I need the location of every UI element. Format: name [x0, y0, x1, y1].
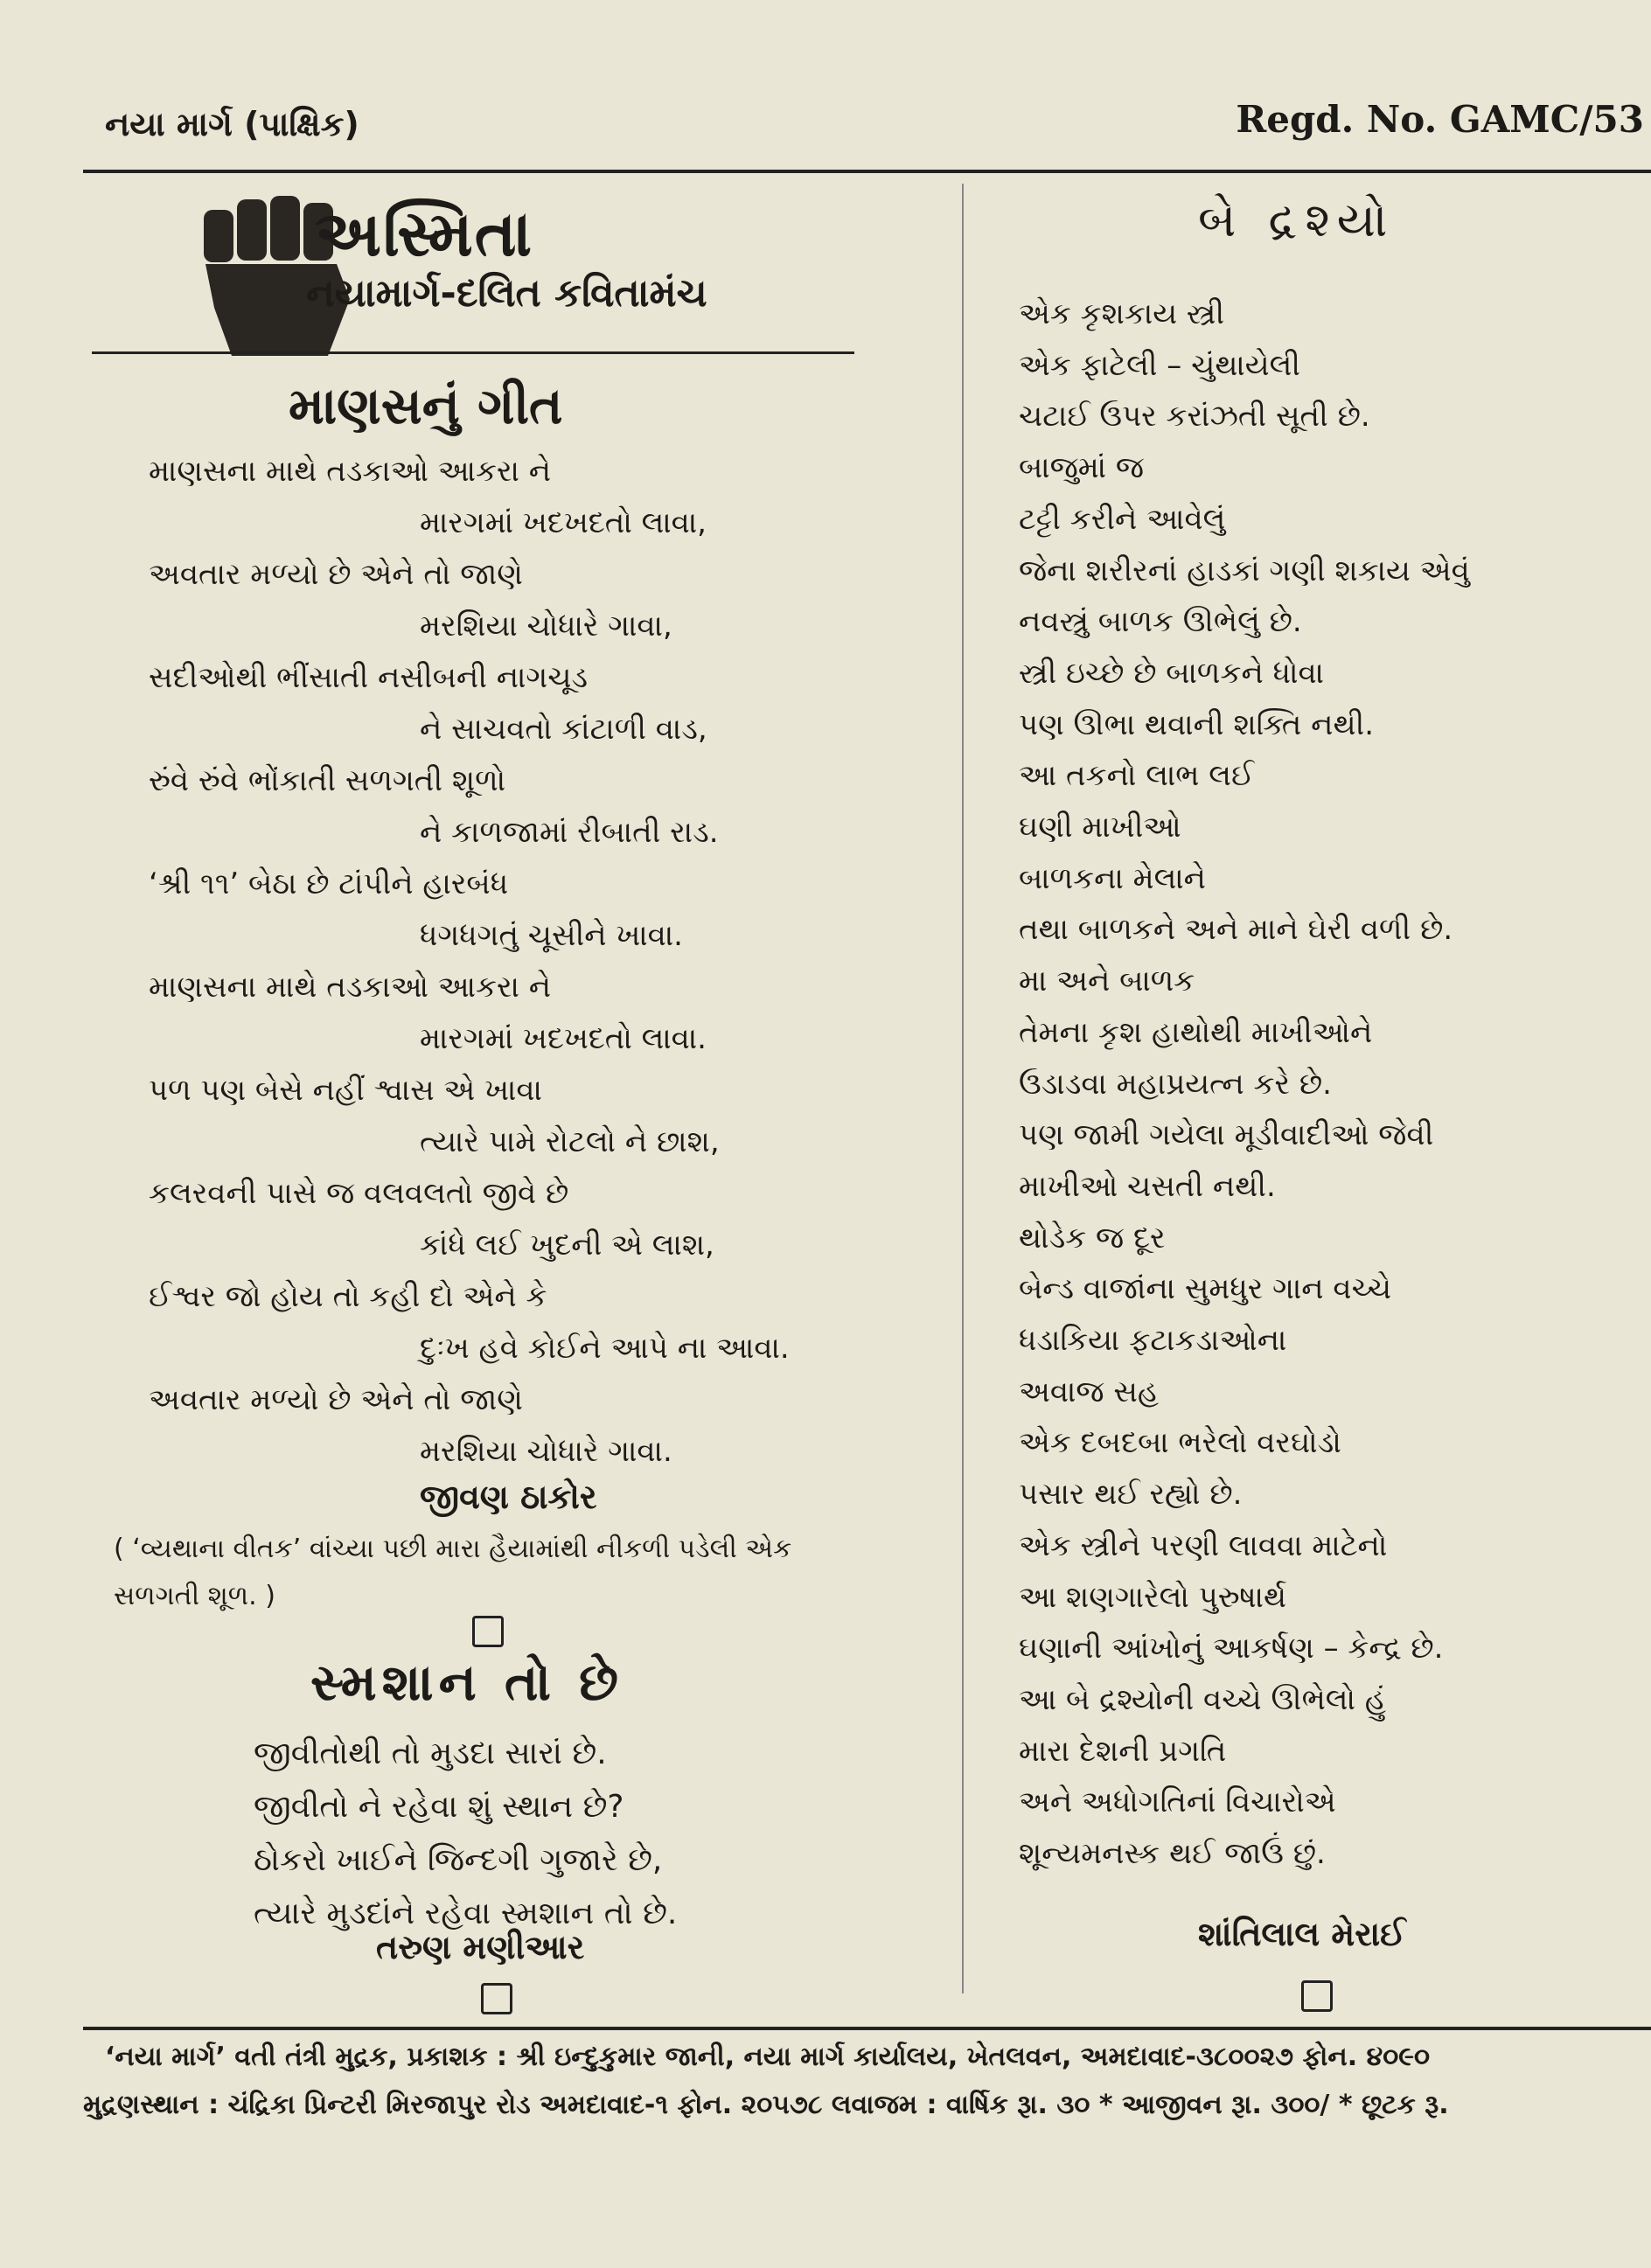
poem-line: માણસના માથે તડકાઓ આકરા ને	[149, 970, 552, 1005]
poem-line: રુંવે રુંવે ભોંકાતી સળગતી શૂળો	[149, 763, 506, 798]
poem-author: જીવણ ઠાકોર	[420, 1478, 597, 1516]
poem-line: ત્યારે મુડદાંને રહેવા સ્મશાન તો છે.	[254, 1896, 678, 1931]
poem-line: મરશિયા ચોધારે ગાવા.	[420, 1434, 672, 1469]
poem-line: બાજુમાં જ	[1019, 450, 1145, 486]
poem-line: નવસ્ત્રું બાળક ઊભેલું છે.	[1019, 604, 1302, 640]
poem-line: ‘શ્રી ૧૧’ બેઠા છે ટાંપીને હારબંધ	[149, 866, 509, 901]
bottom-rule	[83, 2027, 1651, 2030]
poem-line: ધગધગતું ચૂસીને ખાવા.	[420, 918, 683, 953]
poem-note: ( ‘વ્યથાના વીતક’ વાંચ્યા પછી મારા હૈયામાંથી નીકળી પડેલી એક સળગતી શૂળ. )	[114, 1534, 792, 1611]
poem-line: આ શણગારેલો પુરુષાર્થ	[1019, 1579, 1287, 1615]
poem-line: મારા દેશની પ્રગતિ	[1019, 1733, 1227, 1769]
poem-line: પણ જામી ગયેલા મૂડીવાદીઓ જેવી	[1019, 1117, 1434, 1153]
poem-line: ટટ્ટી કરીને આવેલું	[1019, 501, 1226, 537]
poem-line: બાળકના મેલાને	[1019, 860, 1206, 896]
poem-line: ત્યારે પામે રોટલો ને છાશ,	[420, 1124, 720, 1159]
poem-line: અવતાર મળ્યો છે એને તો જાણે	[149, 1382, 523, 1417]
poem-line: પળ પણ બેસે નહીં શ્વાસ એ ખાવા	[149, 1073, 542, 1108]
poem-line: તથા બાળકને અને માને ઘેરી વળી છે.	[1019, 912, 1453, 948]
poem-line: આ બે દ્રશ્યોની વચ્ચે ઊભેલો હું	[1019, 1681, 1386, 1717]
poem-line: પણ ઊભા થવાની શક્તિ નથી.	[1019, 706, 1375, 742]
poem-line: અવાજ સહ	[1019, 1374, 1160, 1409]
poem-line: એક સ્ત્રીને પરણી લાવવા માટેનો	[1019, 1527, 1388, 1563]
registration-number: Regd. No. GAMC/53	[1236, 98, 1644, 141]
logo-title: અસ્મિતા	[315, 197, 534, 270]
logo-subtitle: નયામાર્ગ-દલિત કવિતામંચ	[306, 271, 707, 316]
poem-line: પસાર થઈ રહ્યો છે.	[1019, 1477, 1243, 1513]
poem-line: અને અધોગતિનાં વિચારોએ	[1019, 1784, 1336, 1820]
poem-line: ઉડાડવા મહાપ્રયત્ન કરે છે.	[1019, 1066, 1332, 1102]
poem-line: મરશિયા ચોધારે ગાવા,	[420, 609, 672, 644]
poem-line: માખીઓ ચસતી નથી.	[1019, 1168, 1276, 1204]
poem-title: સ્મશાન તો છે	[310, 1652, 623, 1712]
poem-line: એક દબદબા ભરેલો વરઘોડો	[1019, 1425, 1341, 1461]
publisher-line: ‘નયા માર્ગ’ વતી તંત્રી મુદ્રક, પ્રકાશક : શ્રી ઇન્દુકુમાર જાની, નયા માર્ગ કાર્યાલય, ખેતલવન, અમદાવાદ-૩૮૦૦૨૭ ફોન. ૪૦૯૦	[105, 2042, 1431, 2072]
poem-title: બે દ્રશ્યો	[1198, 192, 1397, 247]
poem-body	[149, 446, 790, 1478]
poem-author: તરુણ મણીઆર	[376, 1928, 585, 1966]
printer-line: મુદ્રણસ્થાન : ચંદ્રિકા પ્રિન્ટરી મિરજાપુર રોડ અમદાવાદ-૧ ફોન. ૨૦૫૭૮ લવાજમ : વાર્ષિક રૂા. ૩૦ * આજીવન રૂા. ૩૦૦/ * છૂટક રૂ.	[83, 2090, 1449, 2120]
poem-line: દુઃખ હવે કોઈને આપે ના આવા.	[420, 1331, 790, 1366]
section-rule	[92, 351, 854, 354]
poem-line: જીવીતોથી તો મુડદા સારાં છે.	[254, 1736, 607, 1771]
poem-line: મારગમાં ખદખદતો લાવા.	[420, 1021, 707, 1056]
poem-line: તેમના કૃશ હાથોથી માખીઓને	[1019, 1014, 1373, 1050]
poem-line: ઘણી માખીઓ	[1019, 810, 1181, 845]
poem-line: થોડેક જ દૂર	[1019, 1220, 1166, 1256]
poem-line: સદીઓથી ભીંસાતી નસીબની નાગચૂડ	[149, 660, 589, 695]
poem-line: ઘણાની આંખોનું આકર્ષણ – કેન્દ્ર છે.	[1019, 1631, 1444, 1666]
poem-line: ચટાઈ ઉપર કરાંઝતી સૂતી છે.	[1019, 399, 1370, 435]
poem-body	[254, 1727, 677, 1940]
poem-line: બેન્ડ વાજાંના સુમધુર ગાન વચ્ચે	[1019, 1271, 1392, 1307]
masthead-title: નયા માર્ગ (પાક્ષિક)	[105, 105, 359, 143]
poem-line: જેના શરીરનાં હાડકાં ગણી શકાય એવું	[1019, 553, 1470, 588]
poem-line: કલરવની પાસે જ વલવલતો જીવે છે	[149, 1176, 569, 1211]
top-rule	[83, 170, 1651, 173]
poem-line: અવતાર મળ્યો છે એને તો જાણે	[149, 557, 523, 592]
poem-line: સ્ત્રી ઇચ્છે છે બાળકને ધોવા	[1019, 655, 1324, 691]
column-divider	[962, 184, 964, 1993]
poem-title: માણસનું ગીત	[289, 376, 563, 435]
poem-line: ઠોકરો ખાઈને જિન્દગી ગુજારે છે,	[254, 1842, 663, 1878]
poem-line: ઈશ્વર જો હોય તો કહી દો એને કે	[149, 1279, 547, 1314]
poem-line: ને કાળજામાં રીબાતી રાડ.	[420, 815, 719, 850]
poem-line: ને સાચવતો કાંટાળી વાડ,	[420, 712, 707, 747]
poem-body	[1019, 289, 1470, 1880]
poem-line: કાંધે લઈ ખુદની એ લાશ,	[420, 1228, 714, 1263]
poem-line: એક ફાટેલી – ચુંથાયેલી	[1019, 347, 1301, 383]
poem-line: એક કૃશકાય સ્ત્રી	[1019, 296, 1225, 331]
poem-line: ધડાકિયા ફટાકડાઓના	[1019, 1323, 1287, 1359]
poem-line: માણસના માથે તડકાઓ આકરા ને	[149, 454, 552, 489]
poem-author: શાંતિલાલ મેરાઈ	[1198, 1915, 1406, 1953]
end-mark-icon	[472, 1616, 504, 1647]
poem-line: મારગમાં ખદખદતો લાવા,	[420, 505, 707, 540]
poem-line: આ તકનો લાભ લઈ	[1019, 758, 1255, 794]
poem-line: મા અને બાળક	[1019, 964, 1195, 999]
end-mark-icon	[1301, 1980, 1333, 2012]
end-mark-icon	[481, 1983, 512, 2014]
poem-line: જીવીતો ને રહેવા શું સ્થાન છે?	[254, 1789, 624, 1825]
poem-line: શૂન્યમનસ્ક થઈ જાઉં છું.	[1019, 1836, 1326, 1872]
